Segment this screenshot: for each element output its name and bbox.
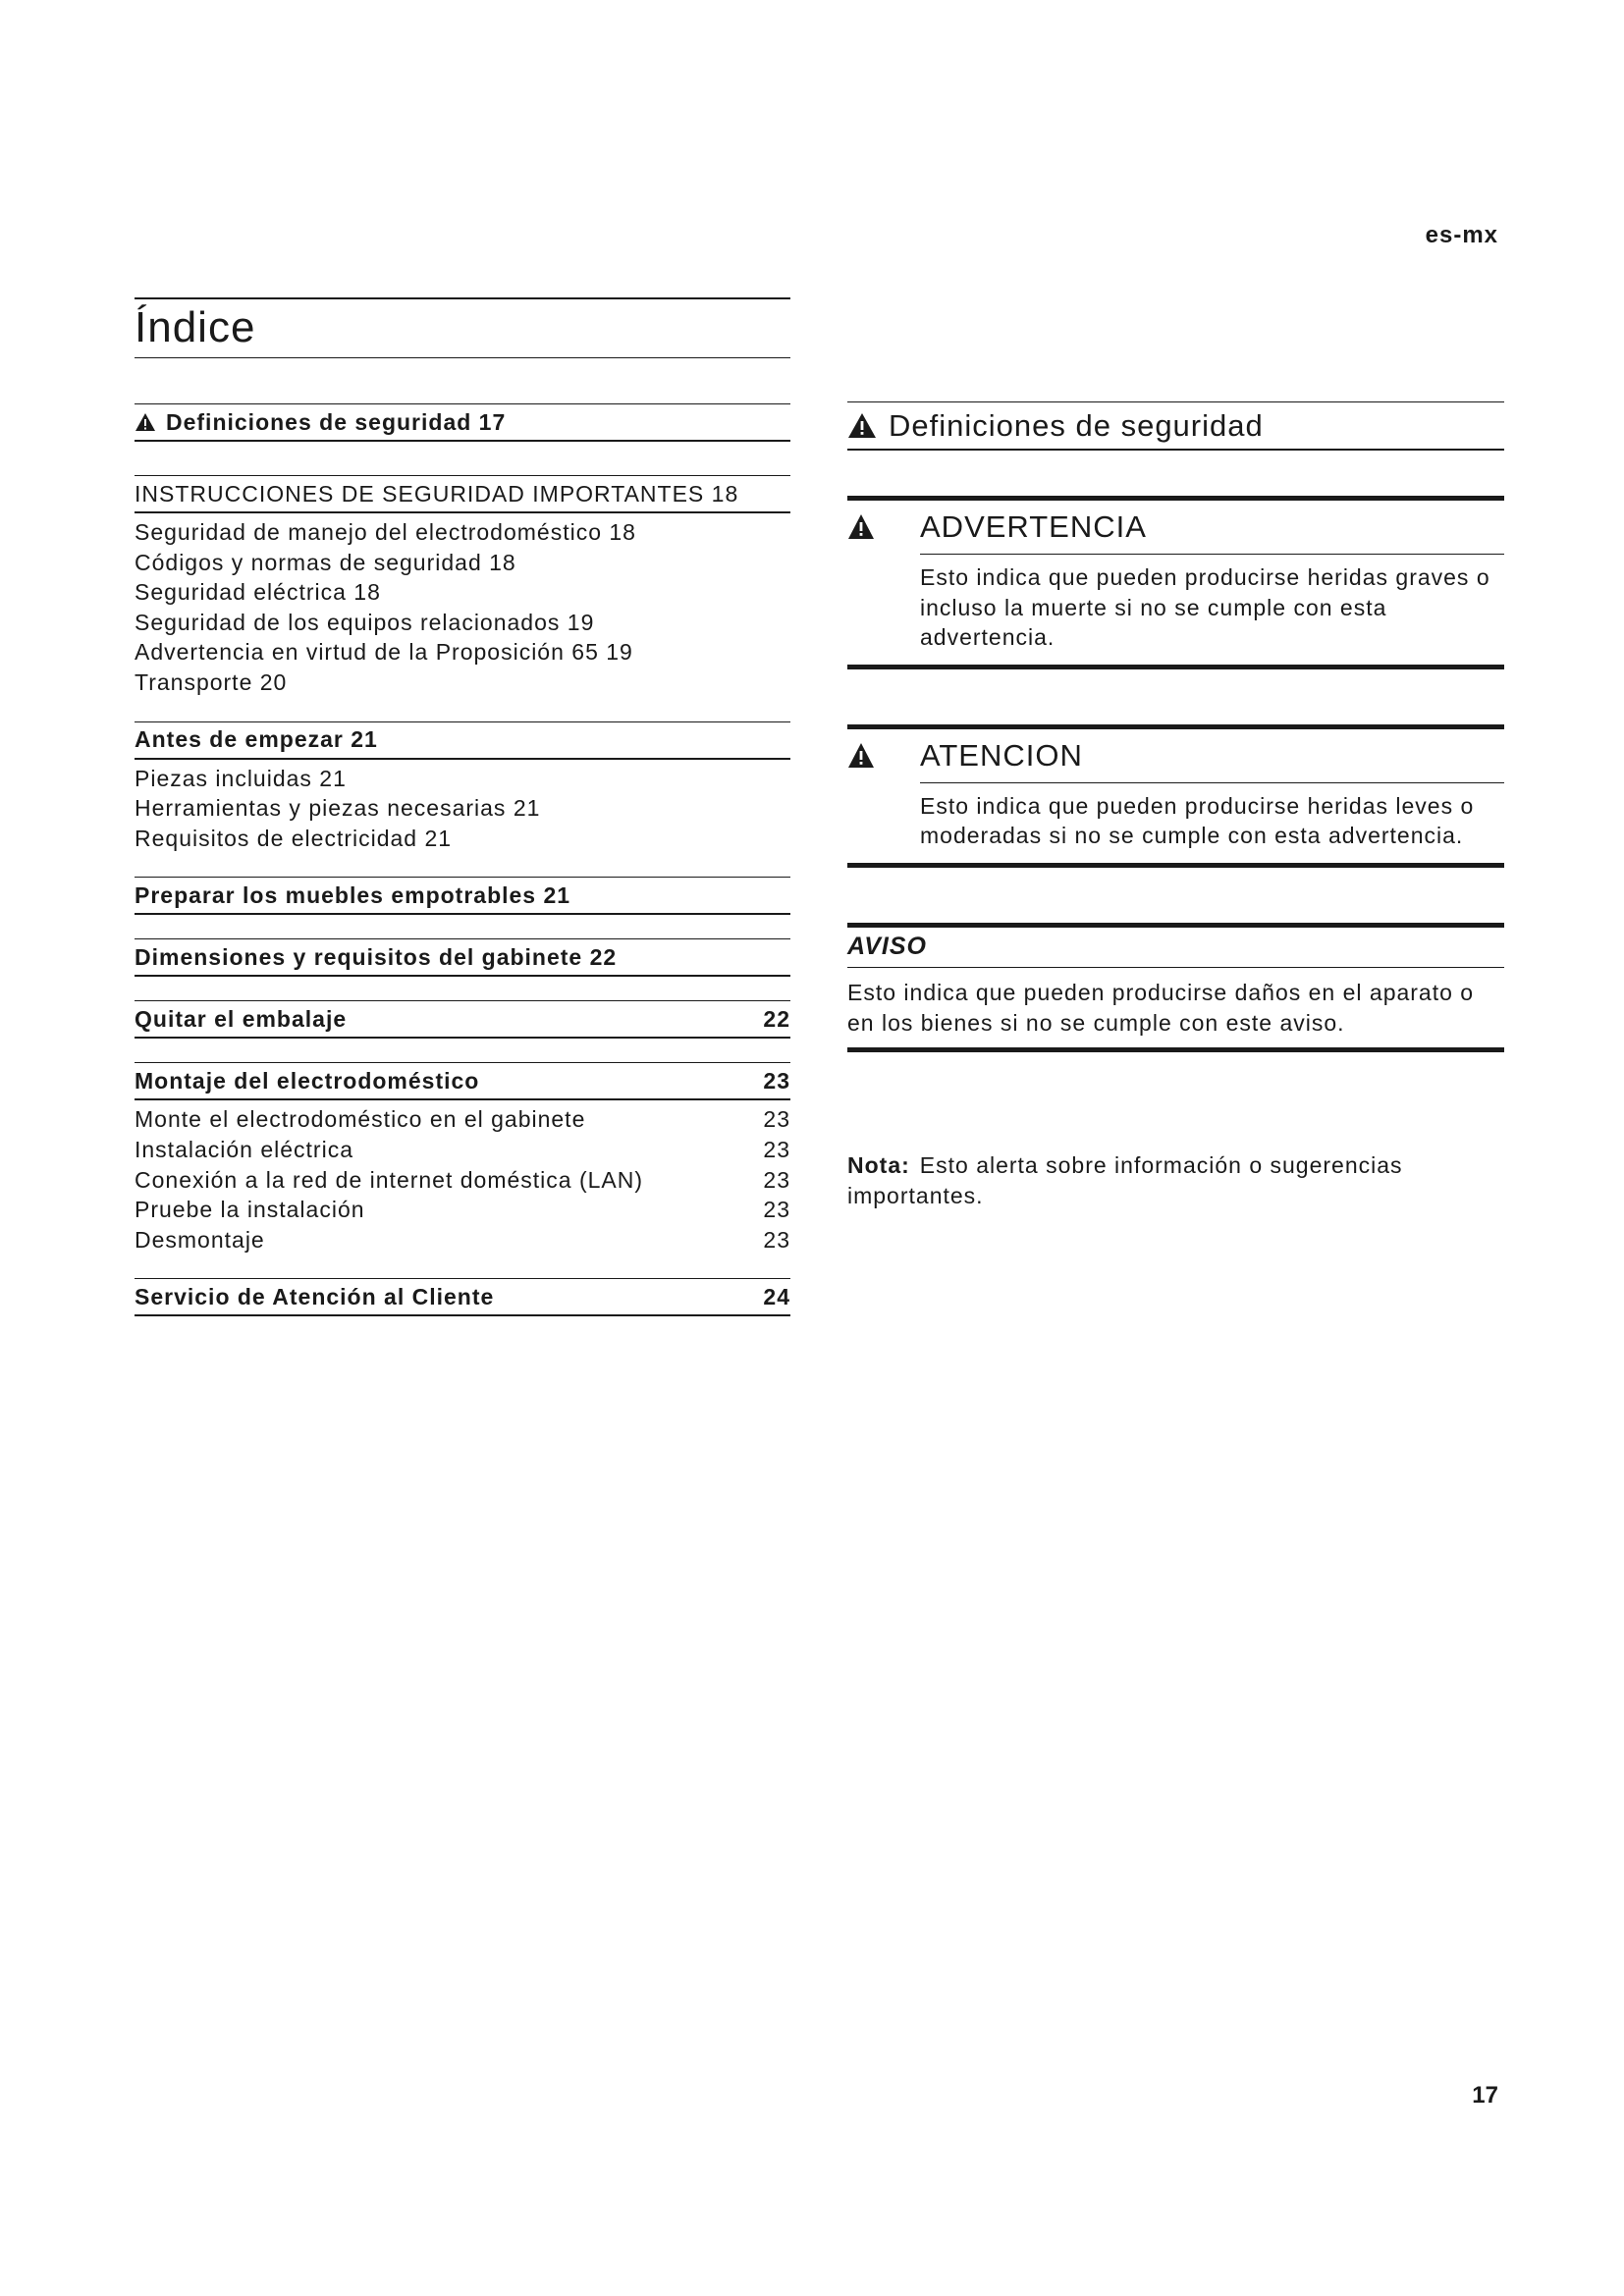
- toc-section-customer-service: [135, 1278, 790, 1316]
- toc-item-page: 23: [763, 1136, 790, 1162]
- toc-section-heading[interactable]: [135, 877, 790, 915]
- toc-section-heading[interactable]: [135, 1278, 790, 1316]
- note-label: Nota:: [847, 1152, 910, 1179]
- toc-item-list: [135, 760, 790, 854]
- toc-section-label: Servicio de Atención al Cliente: [135, 1283, 495, 1309]
- toc-item[interactable]: [135, 667, 790, 698]
- page-number: 17: [1472, 2082, 1498, 2109]
- notice-label: AVISO: [847, 928, 1504, 968]
- toc-item[interactable]: [135, 517, 790, 548]
- toc-section-important-safety-instructions: [135, 475, 790, 698]
- toc-item[interactable]: [135, 548, 790, 578]
- toc-item[interactable]: [135, 1165, 790, 1196]
- warning-label: ADVERTENCIA: [920, 509, 1147, 544]
- toc-item[interactable]: [135, 608, 790, 638]
- toc-section-heading[interactable]: [135, 1062, 790, 1100]
- toc-section-page: 22: [763, 1005, 790, 1032]
- toc-section-label: Quitar el embalaje: [135, 1005, 348, 1032]
- toc-item-label: Seguridad de los equipos relacionados 19: [135, 609, 595, 635]
- toc-item-label: Advertencia en virtud de la Proposición 65 19: [135, 639, 633, 666]
- toc-item[interactable]: [135, 577, 790, 608]
- toc-item-label: Piezas incluidas 21: [135, 765, 347, 791]
- warning-triangle-icon: [847, 741, 875, 768]
- notice-text: Esto indica que pueden producirse daños en el aparato o en los bienes si no se cumple con este aviso.: [847, 979, 1475, 1036]
- toc-item[interactable]: [135, 764, 790, 794]
- toc-item-page: 23: [763, 1106, 790, 1133]
- warning-text: Esto indica que pueden producirse heridas graves o incluso la muerte si no se cumple con esta advertencia.: [920, 564, 1490, 651]
- toc-section-before-starting: [135, 721, 790, 854]
- caution-label: ATENCION: [920, 737, 1083, 773]
- toc-item-label: Seguridad de manejo del electrodoméstico 18: [135, 519, 636, 545]
- toc-section-label: Preparar los muebles empotrables 21: [135, 881, 571, 908]
- toc-section-heading[interactable]: [135, 403, 790, 442]
- toc-item-label: Desmontaje: [135, 1226, 265, 1253]
- caution-box: [847, 724, 1504, 868]
- toc-item-page: 23: [763, 1197, 790, 1223]
- caution-text: Esto indica que pueden producirse heridas leves o moderadas si no se cumple con esta advertencia.: [920, 792, 1475, 849]
- toc-section-label: Dimensiones y requisitos del gabinete 22: [135, 943, 618, 970]
- toc-item[interactable]: [135, 1135, 790, 1165]
- toc-item-list: [135, 1100, 790, 1255]
- toc-section-appliance-mounting: [135, 1062, 790, 1255]
- caution-box-header: [920, 729, 1504, 783]
- safety-definitions: [847, 401, 1504, 1210]
- warning-triangle-icon: [847, 512, 875, 539]
- notice-box: [847, 923, 1504, 1052]
- toc-item-list: [135, 513, 790, 698]
- toc-section-heading[interactable]: [135, 721, 790, 760]
- safety-definitions-title: Definiciones de seguridad: [889, 407, 1264, 443]
- toc-item[interactable]: [135, 793, 790, 824]
- toc-section-label: Definiciones de seguridad 17: [166, 408, 507, 435]
- toc-section-page: 24: [763, 1283, 790, 1309]
- toc-item[interactable]: [135, 1225, 790, 1255]
- locale-code: es-mx: [1425, 222, 1498, 248]
- toc-section-page: 23: [763, 1067, 790, 1094]
- note-paragraph: [847, 1150, 1504, 1210]
- note-text: Esto alerta sobre información o sugerencias importantes.: [847, 1152, 1403, 1208]
- toc-section-label: Antes de empezar 21: [135, 726, 378, 753]
- toc-item-label: Herramientas y piezas necesarias 21: [135, 795, 541, 822]
- toc-item[interactable]: [135, 824, 790, 854]
- warning-box: [847, 496, 1504, 669]
- warning-box-header: [920, 501, 1504, 555]
- toc-item-label: Transporte 20: [135, 668, 288, 695]
- safety-definitions-heading: [847, 401, 1504, 451]
- toc-item-label: Códigos y normas de seguridad 18: [135, 549, 516, 575]
- toc-title: Índice: [135, 303, 256, 351]
- toc-item-label: Instalación eléctrica: [135, 1136, 353, 1162]
- toc-section-cabinet-dimensions: [135, 938, 790, 977]
- toc-section-prepare-cabinets: [135, 877, 790, 915]
- toc-title-block: [135, 297, 790, 358]
- toc-section-heading[interactable]: [135, 938, 790, 977]
- toc-section-remove-packaging: [135, 1000, 790, 1039]
- toc-item-page: 23: [763, 1226, 790, 1253]
- toc-section-label: INSTRUCCIONES DE SEGURIDAD IMPORTANTES 18: [135, 480, 739, 507]
- toc-item-label: Requisitos de electricidad 21: [135, 825, 453, 851]
- toc-section-heading[interactable]: [135, 1000, 790, 1039]
- toc-section-label: Montaje del electrodoméstico: [135, 1067, 480, 1094]
- toc-section-safety-definitions: [135, 403, 790, 442]
- toc-item[interactable]: [135, 1195, 790, 1225]
- toc-item-label: Conexión a la red de internet doméstica (LAN): [135, 1166, 644, 1193]
- warning-triangle-icon: [847, 412, 877, 439]
- warning-triangle-icon: [135, 412, 156, 432]
- toc-item[interactable]: [135, 1104, 790, 1135]
- toc-item-label: Seguridad eléctrica 18: [135, 579, 381, 606]
- toc-item-page: 23: [763, 1166, 790, 1193]
- toc-item-label: Pruebe la instalación: [135, 1197, 365, 1223]
- toc-item-label: Monte el electrodoméstico en el gabinete: [135, 1106, 586, 1133]
- table-of-contents: [135, 297, 790, 1316]
- toc-section-heading[interactable]: [135, 475, 790, 513]
- toc-item[interactable]: [135, 637, 790, 667]
